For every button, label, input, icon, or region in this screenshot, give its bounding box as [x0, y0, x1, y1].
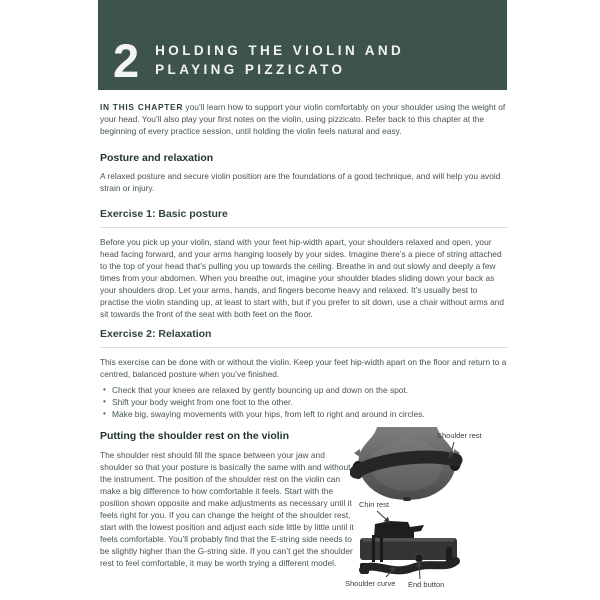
shoulder-rest-body: The shoulder rest should fill the space between your jaw and shoulder so that your posture is basically the same with and without the instrument. The position of the shoulder rest on the violin can make a big difference to how comfortable it feels. Start with the position shown opposite and make adjustments as necessary until it feels right for you. If you can change the height of the shoulder rest, start with the lowest position and adjust each side little by little until it feels comfortable. You’ll probably find that the E-string side needs to be slightly higher than the G-string side. If you can’t get the shoulder rest to feel comfortable, it may be worth trying a different model.	[100, 450, 354, 568]
shoulder-rest-heading: Putting the shoulder rest on the violin	[100, 430, 290, 442]
chapter-title-line2: PLAYING PIZZICATO	[155, 62, 346, 77]
exercise2-body: This exercise can be done with or without the violin. Keep your feet hip-width apart on the floor and return to a centred, balanced posture when you’ve finished.	[100, 357, 507, 379]
exercise1-body: Before you pick up your violin, stand with your feet hip-width apart, your shoulders relaxed and open, your head facing forward, and your arms hanging loosely by your sides. Imagine there’s a piece of string attached to the top of your head that’s pulling you up towards the ceiling. Breathe in and out slowly and deeply a few times from your abdomen. When you breathe out, imagine your shoulder blades sliding down your back as your shoulders drop. Let your arms, hands, and fingers become heavy and relaxed. It’s usually best to practise the violin standing up, at least to start with, but if you prefer to sit down, use a chair without arms and sit towards the front of the seat with both feet on the floor.	[100, 237, 505, 319]
list-item: • Check that your knees are relaxed by gently bouncing up and down on the spot.	[112, 384, 508, 396]
chin-rest-arrow-icon	[377, 511, 389, 522]
intro-paragraph	[100, 101, 508, 137]
list-item: • Make big, swaying movements with your hips, from left to right and around in circles.	[112, 408, 508, 420]
shoulder-rest-label: Shoulder rest	[437, 431, 482, 440]
posture-section-body: A relaxed posture and secure violin position are the foundations of a good technique, and will help you avoid strain or injury.	[100, 171, 501, 193]
posture-section-heading: Posture and relaxation	[100, 152, 214, 164]
exercise2-heading: Exercise 2: Relaxation	[100, 328, 508, 348]
violin-side-photo	[360, 521, 457, 574]
chapter-title	[155, 41, 404, 80]
list-item: • Shift your body weight from one foot to the other.	[112, 396, 508, 408]
shoulder-rest-section	[100, 430, 508, 589]
end-button-label: End button	[408, 580, 445, 589]
chapter-number: 2	[113, 34, 140, 88]
exercise1-heading: Exercise 1: Basic posture	[100, 208, 508, 228]
chapter-header	[98, 0, 507, 90]
page-content	[100, 101, 508, 589]
chapter-title-line1: HOLDING THE VIOLIN AND	[155, 43, 405, 58]
shoulder-curve-label: Shoulder curve	[345, 579, 396, 588]
intro-text: you’ll learn how to support your violin comfortably on your shoulder using the weight of your head. You’ll also play your first notes on the violin, using pizzicato. Refer back to this chapter at the beginning of every practice session, until holding the violin feels natural and easy.	[100, 102, 506, 136]
intro-lead-in: IN THIS CHAPTER	[100, 102, 184, 112]
chin-rest-label: Chin rest	[359, 500, 390, 509]
shoulder-rest-figure	[345, 407, 510, 599]
